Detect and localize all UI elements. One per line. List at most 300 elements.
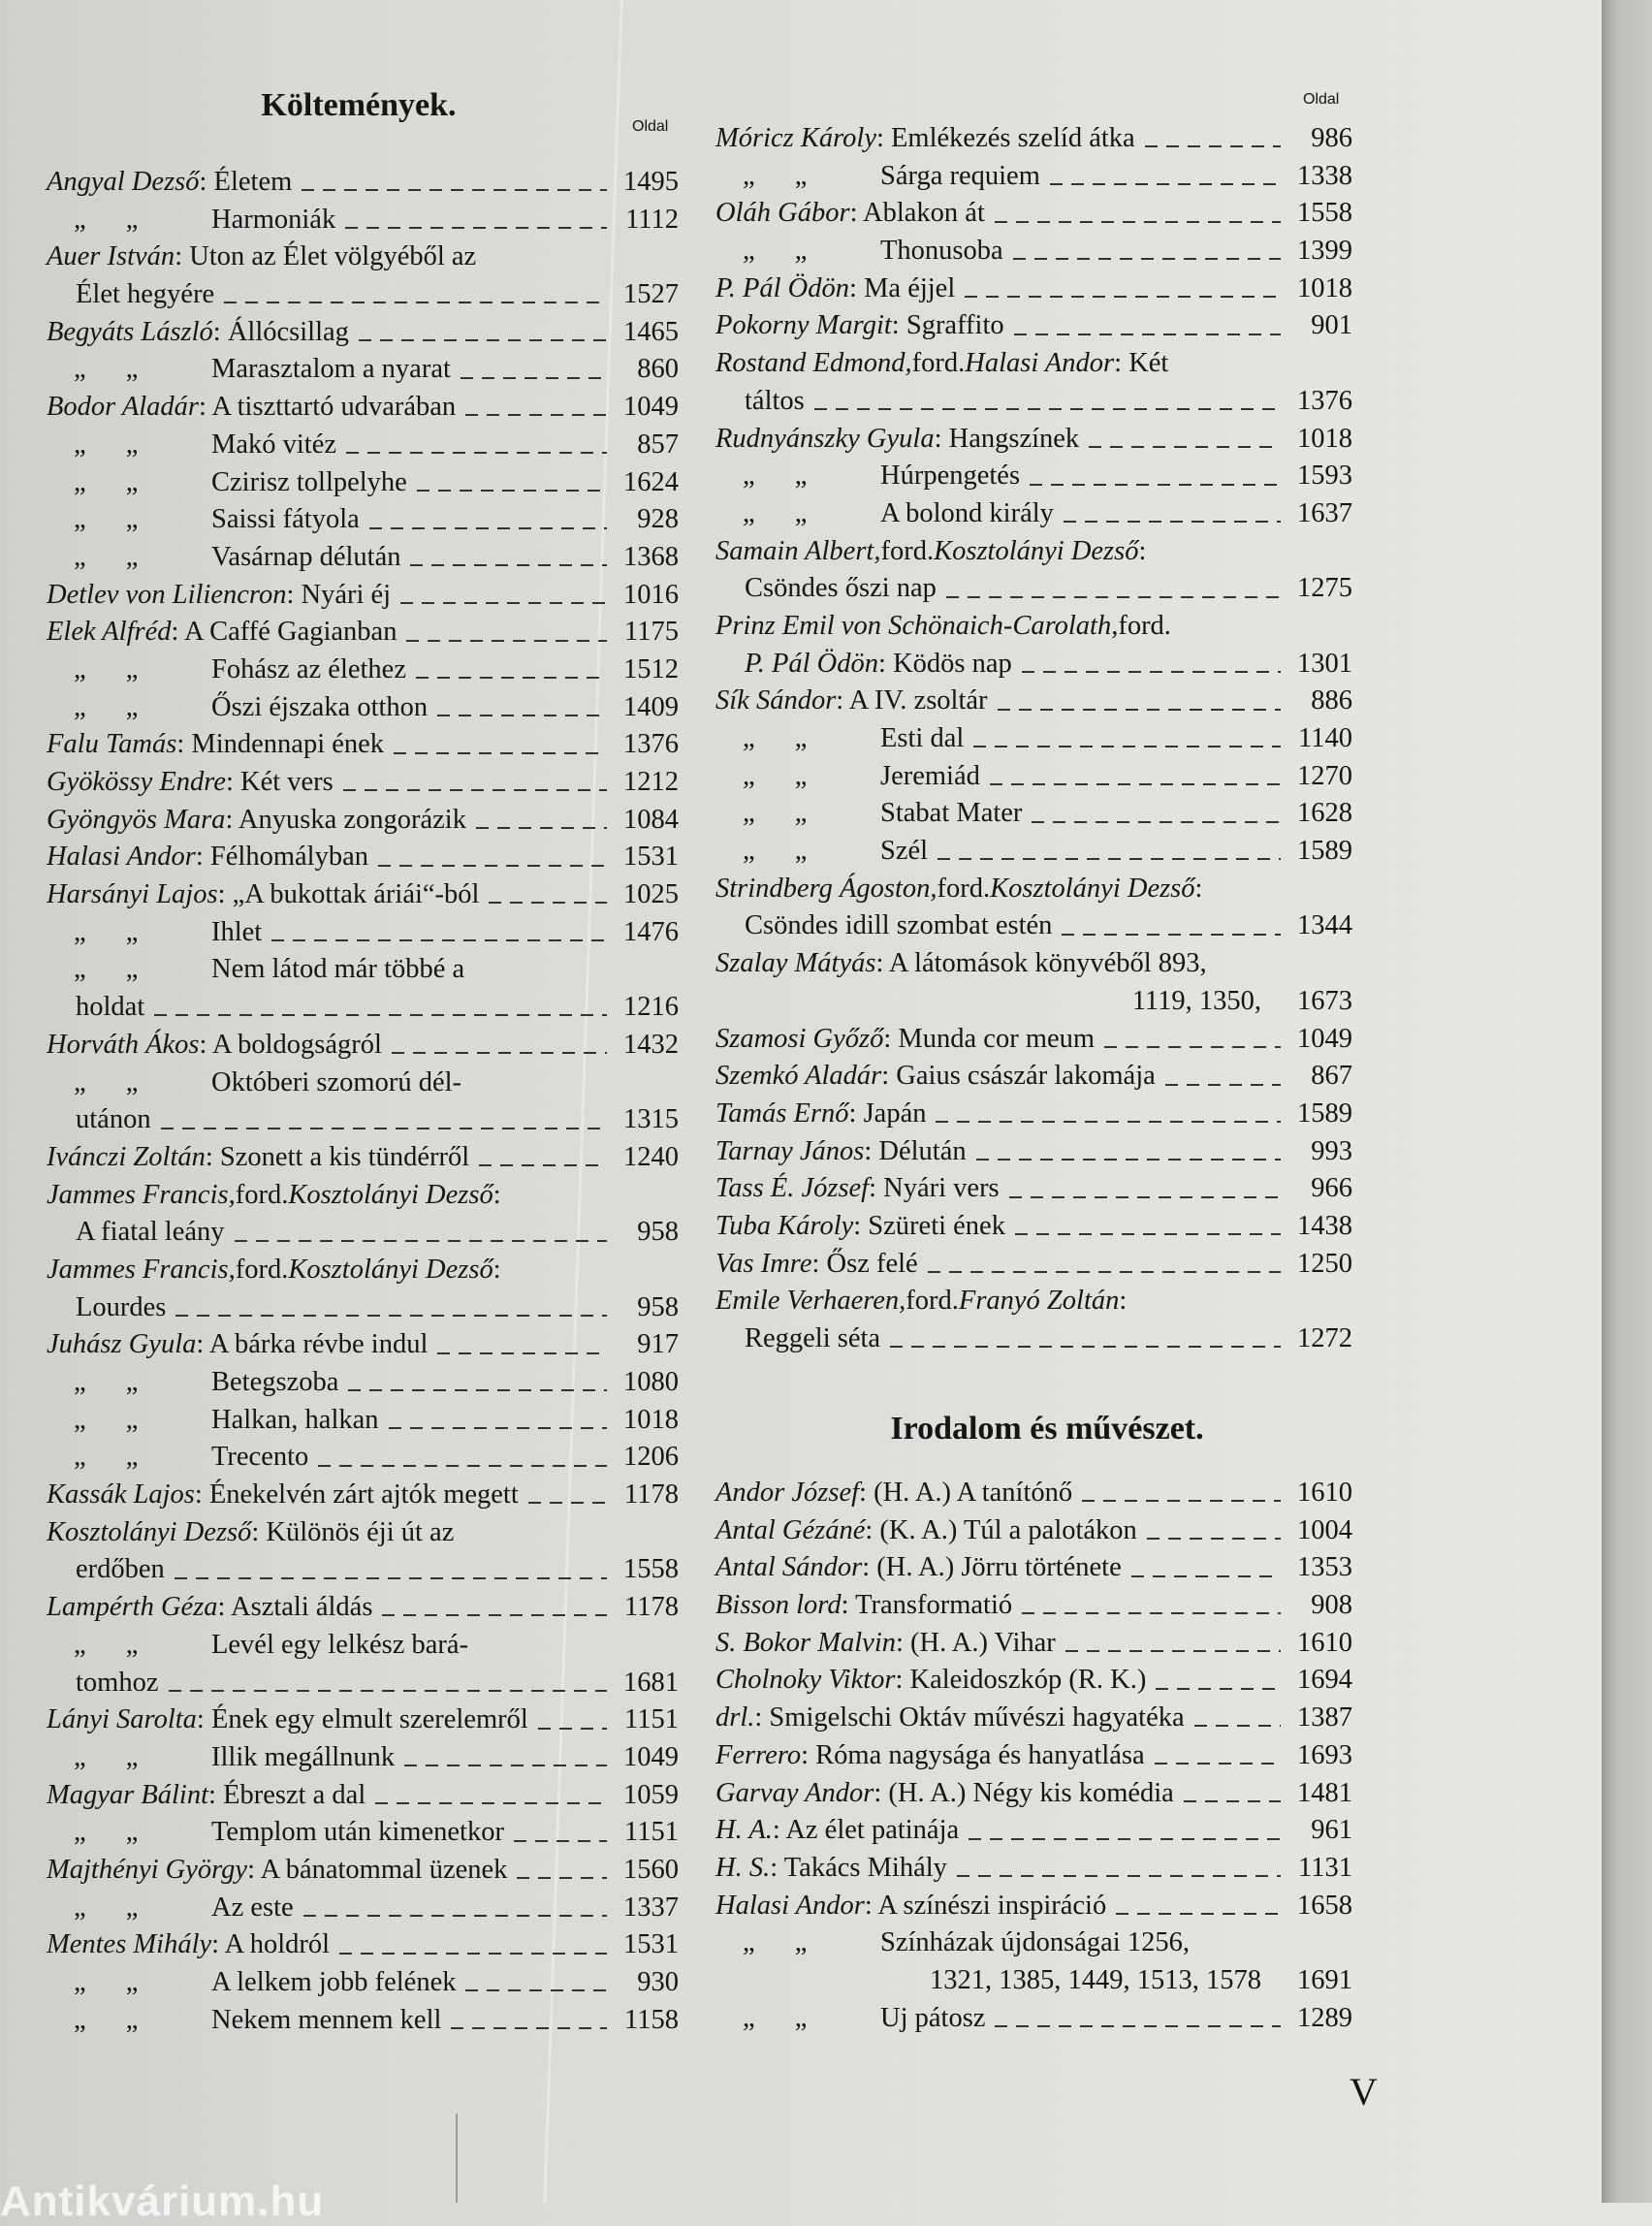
entry-title: : Szonett a kis tündérről	[205, 1141, 470, 1172]
index-entry	[715, 1662, 1352, 1700]
index-entry	[715, 1133, 1352, 1171]
index-column-literature	[715, 1475, 1352, 2037]
entry-author: Magyar Bálint	[47, 1779, 209, 1810]
entry-page-number: 1018	[1297, 272, 1352, 303]
entry-author: P. Pál Ödön	[745, 648, 879, 679]
entry-page-number: 1049	[1297, 1023, 1352, 1054]
entry-title: : Gaius császár lakomája	[881, 1061, 1156, 1092]
ditto-mark: „ „	[743, 2002, 808, 2033]
entry-title: : Róma nagysága és hanyatlása	[801, 1739, 1145, 1770]
entry-page-number: 1558	[623, 1554, 679, 1585]
index-entry	[715, 1475, 1352, 1512]
ditto-mark: „ „	[743, 723, 808, 753]
index-entry	[715, 1246, 1352, 1284]
entry-author: Rostand Edmond,	[715, 348, 912, 379]
entry-title: : (K. A.) Túl a palotákon	[865, 1514, 1137, 1545]
dot-leader	[1082, 1500, 1281, 1502]
entry-title: Csöndes őszi nap	[745, 573, 937, 604]
entry-page-number: 908	[1311, 1590, 1352, 1621]
entry-title: : Nyári vers	[869, 1173, 1000, 1204]
entry-page-number: 1387	[1297, 1702, 1352, 1733]
index-entry	[715, 1700, 1352, 1737]
entry-title: : Mindennapi ének	[176, 729, 385, 760]
dot-leader	[517, 1877, 607, 1879]
entry-title: Reggeli séta	[745, 1323, 881, 1353]
entry-title: : Ének egy elmult szerelemről	[196, 1704, 528, 1735]
entry-page-number: 1018	[1297, 423, 1352, 454]
entry-title: Őszi éjszaka otthon	[211, 691, 429, 722]
entry-author: Ferrero	[715, 1739, 802, 1770]
entry-page-number: 1337	[623, 1892, 679, 1923]
entry-author: Halasi Andor	[47, 842, 196, 873]
entry-title: Czirisz tollpelyhe	[211, 466, 407, 497]
dot-leader	[465, 414, 607, 416]
index-entry	[715, 758, 1352, 796]
dot-leader	[382, 1614, 607, 1616]
entry-title: : Nyári éj	[286, 579, 392, 610]
entry-author: Oláh Gábor	[715, 198, 850, 229]
entry-title: 1119, 1350,	[1131, 985, 1261, 1016]
paper-crease	[456, 2114, 458, 2203]
entry-title: ford.	[880, 535, 935, 566]
ditto-mark: „ „	[743, 1927, 808, 1958]
entry-page-number: 1018	[623, 1404, 679, 1435]
dot-leader	[976, 1159, 1281, 1161]
entry-title: : Kaleidoszkóp (R. K.)	[895, 1665, 1147, 1696]
entry-page-number: 986	[1311, 123, 1352, 153]
entry-author: Kassák Lajos	[47, 1479, 195, 1510]
index-entry	[47, 764, 679, 802]
entry-title: ford.	[235, 1254, 289, 1285]
index-entry	[47, 314, 679, 352]
entry-title: Élet hegyére	[76, 279, 215, 310]
entry-title: utánon	[76, 1104, 151, 1135]
dot-leader	[946, 596, 1281, 598]
ditto-mark: „ „	[74, 429, 139, 460]
entry-title: : Anyuska zongorázik	[225, 804, 466, 835]
index-entry	[715, 1850, 1352, 1888]
index-entry	[715, 1170, 1352, 1208]
entry-title: Uj pátosz	[880, 2002, 986, 2033]
entry-page-number: 1432	[623, 1029, 679, 1060]
entry-title: Halkan, halkan	[211, 1404, 379, 1435]
entry-title: : Ködös nap	[878, 648, 1012, 679]
index-entry	[715, 421, 1352, 459]
entry-page-number: 1628	[1297, 798, 1352, 829]
entry-author: Pokorny Margit	[715, 310, 892, 341]
entry-author: Szemkó Aladár	[715, 1061, 882, 1092]
ditto-mark: „ „	[743, 160, 808, 191]
entry-page-number: 1681	[623, 1667, 679, 1698]
entry-page-number: 1025	[623, 879, 679, 910]
entry-author: Tarnay János	[715, 1135, 865, 1166]
dot-leader	[1165, 1084, 1281, 1086]
index-entry	[47, 1852, 679, 1890]
dot-leader	[995, 221, 1281, 223]
dot-leader	[1022, 1612, 1281, 1614]
page-edge	[1602, 0, 1652, 2203]
ditto-mark: „ „	[743, 798, 808, 829]
entry-title: : Transformatió	[841, 1590, 1013, 1621]
entry-title: : Két vers	[225, 767, 334, 797]
entry-title: : Emlékezés szelíd átka	[875, 123, 1135, 153]
index-entry	[47, 1926, 679, 1964]
entry-page-number: 1216	[623, 992, 679, 1023]
dot-leader	[957, 1875, 1281, 1877]
index-entry	[47, 1252, 679, 1289]
index-entry	[715, 1888, 1352, 1925]
index-entry	[47, 539, 679, 577]
entry-title: Makó vitéz	[211, 429, 337, 460]
entry-title: : A bárka révbe indul	[196, 1329, 429, 1360]
entry-page-number: 1344	[1297, 910, 1352, 941]
index-entry	[47, 427, 679, 464]
entry-author: Kosztolányi Dezső	[288, 1179, 493, 1210]
index-entry	[47, 1477, 679, 1514]
dot-leader	[965, 296, 1281, 298]
entry-title: tomhoz	[76, 1667, 159, 1698]
entry-page-number: 1315	[623, 1104, 679, 1135]
index-entry	[47, 1289, 679, 1327]
entry-author: Elek Alfréd	[47, 617, 172, 648]
entry-page-number: 1368	[623, 541, 679, 572]
entry-page-number: 917	[637, 1329, 679, 1360]
entry-page-number: 1016	[623, 579, 679, 610]
entry-title: : Hangszínek	[934, 423, 1080, 454]
index-entry	[47, 876, 679, 914]
entry-page-number: 1151	[624, 1817, 679, 1848]
dot-leader	[392, 1052, 607, 1054]
entry-author: Halasi Andor	[715, 1890, 865, 1921]
entry-page-number: 1495	[623, 167, 679, 197]
entry-page-number: 1301	[1297, 648, 1352, 679]
dot-leader	[394, 752, 607, 754]
dot-leader	[928, 1271, 1281, 1273]
dot-leader	[489, 902, 607, 904]
index-entry	[715, 683, 1352, 720]
entry-title: táltos	[745, 385, 805, 416]
entry-page-number: 1275	[1297, 573, 1352, 604]
entry-author: S. Bokor Malvin	[715, 1627, 897, 1658]
entry-title: holdat	[76, 992, 145, 1023]
entry-author: Franyó Zoltán	[958, 1286, 1120, 1317]
dot-leader	[345, 227, 607, 229]
entry-page-number: 1131	[1298, 1852, 1352, 1883]
entry-title: : Asztali áldás	[217, 1592, 373, 1623]
index-entry	[47, 1777, 679, 1815]
ditto-mark: „ „	[743, 836, 808, 867]
entry-author: Auer István	[47, 241, 175, 272]
entry-author: H. A.	[715, 1815, 773, 1846]
index-entry	[47, 1402, 679, 1440]
index-entry	[47, 1739, 679, 1777]
dot-leader	[528, 1502, 607, 1504]
entry-title: Illik megállnunk	[211, 1741, 396, 1772]
entry-author: Szalay Mátyás	[715, 948, 876, 979]
dot-leader	[998, 709, 1281, 711]
entry-author: Rudnyánszky Gyula	[715, 423, 935, 454]
entry-title: :	[492, 1179, 501, 1210]
entry-author: Jammes Francis,	[47, 1254, 236, 1285]
index-entry	[47, 1177, 679, 1215]
entry-page-number: 993	[1311, 1135, 1352, 1166]
ditto-mark: „ „	[74, 691, 139, 722]
dot-leader	[378, 865, 607, 867]
ditto-mark: „ „	[74, 1404, 139, 1435]
entry-author: Halasi Andor	[965, 348, 1115, 379]
entry-page-number: 1004	[1297, 1514, 1352, 1545]
entry-page-number: 1151	[624, 1704, 679, 1735]
ditto-mark: „ „	[74, 653, 139, 684]
index-entry	[715, 158, 1352, 196]
entry-page-number: 857	[637, 429, 679, 460]
entry-title: : Életem	[199, 167, 293, 197]
entry-page-number: 1178	[624, 1592, 679, 1623]
dot-leader	[969, 1838, 1281, 1840]
index-entry	[47, 1551, 679, 1589]
section-heading-poems: Költemények.	[261, 87, 457, 123]
entry-title: Az este	[211, 1892, 294, 1923]
section-heading-literature-art: Irodalom és művészet.	[890, 1411, 1204, 1447]
index-entry	[715, 1587, 1352, 1625]
entry-page-number: 867	[1311, 1061, 1352, 1092]
index-entry	[715, 1208, 1352, 1246]
dot-leader	[161, 1128, 607, 1129]
index-entry	[715, 608, 1352, 646]
index-entry	[715, 646, 1352, 684]
index-entry	[47, 164, 679, 202]
entry-title: : Délután	[864, 1135, 967, 1166]
index-entry	[715, 1320, 1352, 1358]
entry-page-number: 1250	[1297, 1248, 1352, 1279]
index-entry	[47, 202, 679, 239]
entry-page-number: 1240	[623, 1141, 679, 1172]
ditto-mark: „ „	[74, 1442, 139, 1473]
entry-title: : Smigelschi Oktáv művészi hagyatéka	[754, 1702, 1185, 1733]
entry-title: : A látomások könyvéből 893,	[875, 948, 1207, 979]
entry-author: Bisson lord	[715, 1590, 842, 1621]
ditto-mark: „ „	[74, 954, 139, 985]
index-entry	[47, 689, 679, 727]
entry-title: 1321, 1385, 1449, 1513, 1578	[930, 1964, 1261, 1995]
index-entry	[47, 1214, 679, 1252]
index-entry	[47, 1065, 679, 1102]
index-entry	[715, 1625, 1352, 1663]
entry-title: : Ébreszt a dal	[208, 1779, 366, 1810]
dot-leader	[1064, 521, 1281, 523]
entry-page-number: 1658	[1297, 1890, 1352, 1921]
entry-title: Betegszoba	[211, 1367, 339, 1397]
index-entry	[715, 345, 1352, 383]
index-entry	[47, 726, 679, 764]
entry-page-number: 1531	[623, 1929, 679, 1960]
index-entry	[47, 839, 679, 876]
dot-leader	[437, 715, 607, 716]
entry-author: Cholnoky Viktor	[715, 1665, 896, 1696]
entry-page-number: 958	[637, 1291, 679, 1322]
entry-page-number: 1338	[1297, 160, 1352, 191]
entry-title: Októberi szomorú dél-	[211, 1066, 462, 1097]
entry-title: Levél egy lelkész bará-	[211, 1629, 469, 1660]
entry-title: : (H. A.) A tanítónő	[859, 1478, 1073, 1508]
index-entry	[47, 1701, 679, 1739]
entry-page-number: 1691	[1297, 1964, 1352, 1995]
entry-title: Sárga requiem	[880, 160, 1040, 191]
entry-page-number: 1560	[623, 1854, 679, 1885]
dot-leader	[318, 1465, 607, 1467]
index-entry	[47, 1326, 679, 1364]
entry-author: Detlev von Liliencron	[47, 579, 287, 610]
dot-leader	[1062, 934, 1281, 936]
entry-title: : A színészi inspiráció	[864, 1890, 1107, 1921]
entry-author: Garvay Andor	[715, 1777, 874, 1808]
entry-title: : Japán	[848, 1097, 927, 1129]
entry-title: : Az élet patinája	[772, 1815, 960, 1846]
entry-author: Vas Imre	[715, 1248, 812, 1279]
entry-author: Kosztolányi Dezső	[47, 1516, 252, 1547]
entry-page-number: 1175	[624, 617, 679, 648]
dot-leader	[169, 1690, 608, 1692]
entry-title: Trecento	[211, 1442, 309, 1473]
entry-page-number: 1694	[1297, 1665, 1352, 1696]
entry-author: Samain Albert,	[715, 535, 881, 566]
entry-title: erdőben	[76, 1554, 165, 1585]
index-entry	[715, 871, 1352, 908]
dot-leader	[538, 1728, 607, 1730]
ditto-mark: „ „	[74, 916, 139, 947]
entry-page-number: 1206	[623, 1442, 679, 1473]
entry-author: Tass É. József	[715, 1173, 870, 1204]
entry-page-number: 1693	[1297, 1739, 1352, 1770]
dot-leader	[235, 1240, 607, 1242]
entry-title: A fiatal leány	[76, 1217, 225, 1248]
entry-title: : Félhomályban	[195, 842, 368, 873]
ditto-mark: „ „	[74, 2004, 139, 2035]
entry-page-number: 966	[1311, 1173, 1352, 1204]
ditto-mark: „ „	[74, 1967, 139, 1997]
entry-title: : Énekelvén zárt ajtók megett	[194, 1479, 519, 1510]
entry-author: Kosztolányi Dezső	[990, 873, 1195, 904]
dot-leader	[406, 640, 607, 642]
index-entry	[47, 989, 679, 1027]
index-entry	[47, 1027, 679, 1065]
dot-leader	[1009, 1196, 1281, 1198]
entry-title: Thonusoba	[880, 236, 1003, 267]
ditto-mark: „ „	[74, 1629, 139, 1660]
entry-page-number: 930	[637, 1967, 679, 1997]
entry-page-number: 1376	[623, 729, 679, 760]
entry-page-number: 1158	[624, 2004, 679, 2035]
entry-page-number: 1610	[1297, 1478, 1352, 1508]
dot-leader	[303, 1915, 607, 1917]
ditto-mark: „ „	[74, 1817, 139, 1848]
dot-leader	[1030, 484, 1281, 486]
dot-leader	[1104, 1046, 1281, 1048]
index-entry	[715, 795, 1352, 833]
index-entry	[715, 833, 1352, 871]
dot-leader	[389, 1427, 607, 1429]
ditto-mark: „ „	[74, 466, 139, 497]
entry-page-number: 1465	[623, 316, 679, 347]
entry-title: Vasárnap délután	[211, 541, 401, 572]
index-entry	[715, 383, 1352, 421]
entry-title: Csöndes idill szombat estén	[745, 910, 1053, 941]
index-entry	[47, 1589, 679, 1627]
entry-page-number: 1272	[1297, 1323, 1352, 1353]
entry-title: :	[1138, 535, 1147, 566]
dot-leader	[410, 564, 607, 566]
entry-title: :	[1119, 1286, 1128, 1317]
entry-title: Harmoniák	[211, 204, 336, 235]
index-entry	[47, 652, 679, 689]
dot-leader	[375, 1802, 607, 1804]
entry-title: : Takács Mihály	[770, 1852, 947, 1883]
ditto-mark: „ „	[74, 504, 139, 535]
entry-title: : Ma éjjel	[849, 272, 956, 303]
dot-leader	[514, 1840, 607, 1842]
ditto-mark: „ „	[74, 541, 139, 572]
dot-leader	[1131, 1575, 1281, 1577]
dot-leader	[417, 490, 607, 492]
entry-title: : Állócsillag	[212, 316, 349, 347]
index-entry	[47, 1514, 679, 1552]
index-entry	[47, 2002, 679, 2040]
entry-title: : A tiszttartó udvarában	[199, 392, 457, 423]
entry-author: H. S.	[715, 1852, 771, 1883]
dot-leader	[1015, 1233, 1281, 1235]
entry-page-number: 1080	[623, 1367, 679, 1397]
page-number: V	[1350, 2070, 1378, 2114]
dot-leader	[465, 1989, 607, 1991]
entry-page-number: 1531	[623, 842, 679, 873]
entry-page-number: 1059	[623, 1779, 679, 1810]
index-entry	[715, 1737, 1352, 1775]
index-entry	[47, 1814, 679, 1852]
entry-page-number: 1637	[1297, 497, 1352, 528]
entry-title: : A boldogságról	[199, 1029, 382, 1060]
entry-title: : Uton az Élet völgyéből az	[175, 241, 477, 272]
entry-author: Angyal Dezső	[47, 167, 200, 197]
index-entry	[47, 1627, 679, 1665]
entry-author: Begyáts László	[47, 316, 213, 347]
entry-title: Ihlet	[211, 916, 263, 947]
index-entry	[47, 351, 679, 389]
index-entry	[715, 495, 1352, 533]
index-entry	[47, 1101, 679, 1139]
dot-leader	[346, 452, 607, 454]
entry-author: Prinz Emil von Schönaich-Carolath,	[715, 610, 1119, 641]
entry-author: Gyöngyös Mara	[47, 804, 226, 835]
entry-title: Templom után kimenetkor	[211, 1817, 504, 1848]
index-entry	[715, 533, 1352, 571]
index-entry	[47, 389, 679, 427]
entry-title: Saissi fátyola	[211, 504, 360, 535]
dot-leader	[400, 602, 607, 604]
entry-title: ford.	[911, 348, 966, 379]
ditto-mark: „ „	[743, 236, 808, 267]
entry-title: : A Caffé Gagianban	[171, 617, 397, 648]
index-entry	[47, 1890, 679, 1927]
index-entry	[715, 1962, 1352, 2000]
entry-author: Bodor Aladár	[47, 392, 200, 423]
entry-title: : Ablakon át	[849, 198, 985, 229]
dot-leader	[175, 1577, 607, 1579]
index-entry	[47, 238, 679, 276]
dot-leader	[1155, 1763, 1281, 1765]
entry-author: Antal Sándor	[715, 1552, 863, 1583]
entry-author: Falu Tamás	[47, 729, 177, 760]
dot-leader	[1156, 1688, 1281, 1690]
